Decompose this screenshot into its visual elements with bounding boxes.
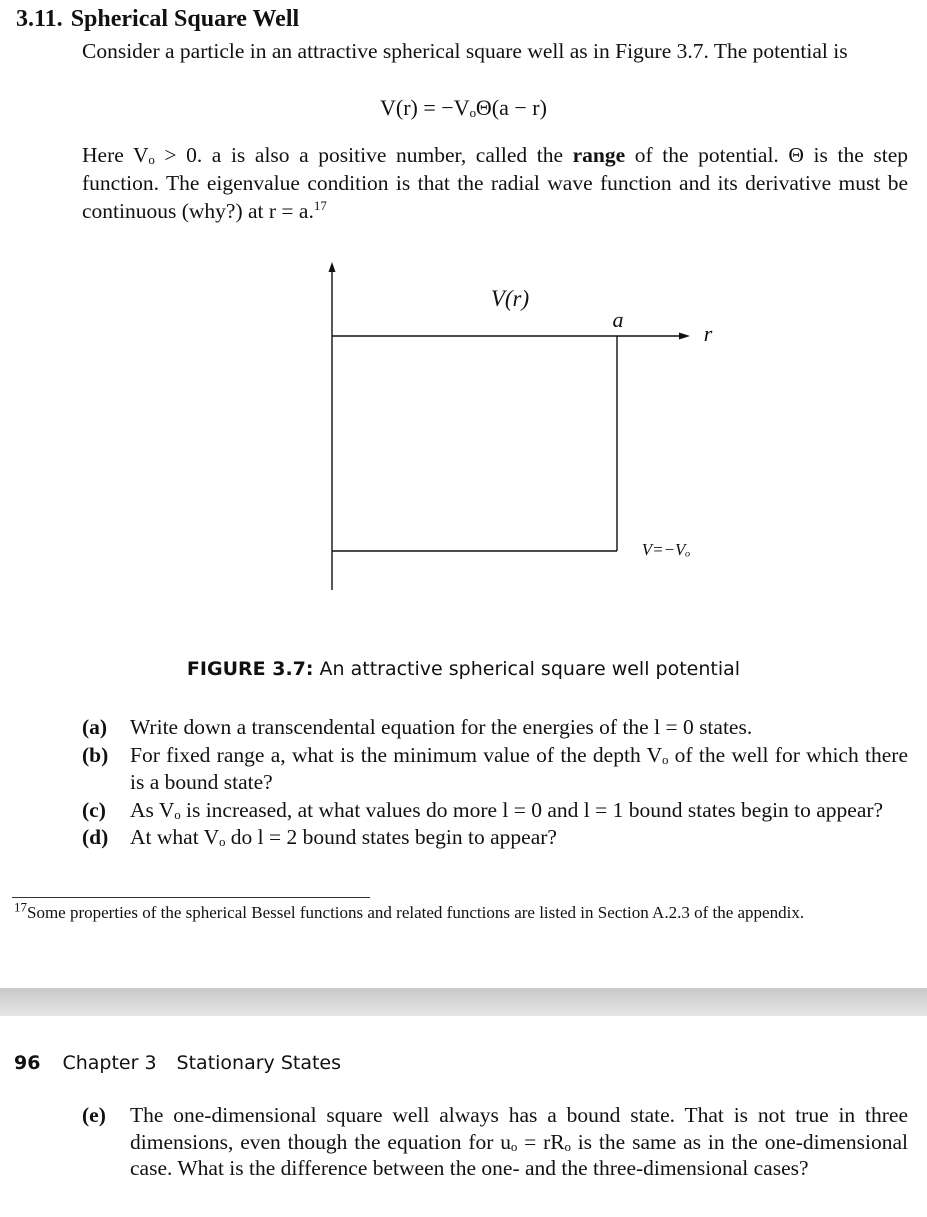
v-axis-arrow: [329, 262, 336, 272]
item-label: (c): [82, 797, 106, 822]
problem-title: Spherical Square Well: [70, 6, 300, 32]
r-axis-arrow: [679, 333, 690, 340]
footnote-text: Some properties of the spherical Bessel functions and related functions are listed in Section A.2.3 of the appendix.: [27, 903, 805, 922]
item-text: The one-dimensional square well always has a bound state. That is not true in three dimensions, even though the equation for uₒ = rRₒ is the same as in the one-dimensional case. What is the difference between the one- and the three-dimensional cases?: [130, 1103, 908, 1180]
caption-text: An attractive spherical square well potential: [313, 658, 741, 680]
definition-text-b: of the potential. Θ is the step function. The eigenvalue condition is that the radial wave function and its derivative must be continuous (why?) at r = a.: [82, 143, 909, 223]
footnote: [14, 901, 907, 925]
square-well-figure: [0, 255, 927, 600]
problem-number: 3.11.: [16, 6, 63, 32]
a-label: a: [612, 307, 624, 332]
question-item-e: [82, 1102, 908, 1182]
problem-heading: [16, 6, 299, 33]
page-number: 96: [14, 1052, 41, 1074]
potential-equation: V(r) = −VₒΘ(a − r): [380, 95, 547, 120]
item-text: As Vₒ is increased, at what values do more l = 0 and l = 1 bound states begin to appear?: [130, 797, 884, 822]
question-item-b: [82, 742, 908, 797]
question-item-d: [82, 824, 908, 852]
v-of-r-label: V(r): [490, 286, 530, 311]
definition-text-a: Here Vₒ > 0. a is also a positive number, called the: [82, 143, 573, 167]
item-text: Write down a transcendental equation for the energies of the l = 0 states.: [130, 715, 753, 739]
page-separator: [0, 988, 927, 1016]
item-label: (b): [82, 742, 109, 767]
question-item-c: [82, 797, 908, 825]
question-item-a: [82, 714, 908, 742]
footnote-ref: 17: [313, 197, 327, 213]
figure-caption: [0, 658, 927, 680]
item-label: (d): [82, 825, 109, 849]
r-label: r: [703, 321, 713, 346]
item-text: At what Vₒ do l = 2 bound states begin to appear?: [130, 825, 557, 849]
caption-label: FIGURE 3.7:: [186, 658, 314, 680]
definition-paragraph: [82, 141, 908, 225]
question-list-continued: [82, 1102, 908, 1182]
running-head: [14, 1052, 341, 1074]
chapter-label: Chapter 3: [62, 1052, 157, 1074]
range-term: range: [572, 143, 626, 167]
item-text: For fixed range a, what is the minimum value of the depth Vₒ of the well for which there is a bound state?: [130, 742, 908, 794]
item-label: (a): [82, 715, 108, 739]
intro-paragraph: Consider a particle in an attractive spherical square well as in Figure 3.7. The potential is: [82, 39, 848, 63]
footnote-rule: [12, 897, 370, 898]
depth-label: V=−Vₒ: [641, 540, 691, 559]
footnote-mark: 17: [14, 899, 27, 915]
item-label: (e): [82, 1103, 106, 1127]
question-list: [82, 714, 908, 852]
section-title: Stationary States: [176, 1052, 342, 1074]
